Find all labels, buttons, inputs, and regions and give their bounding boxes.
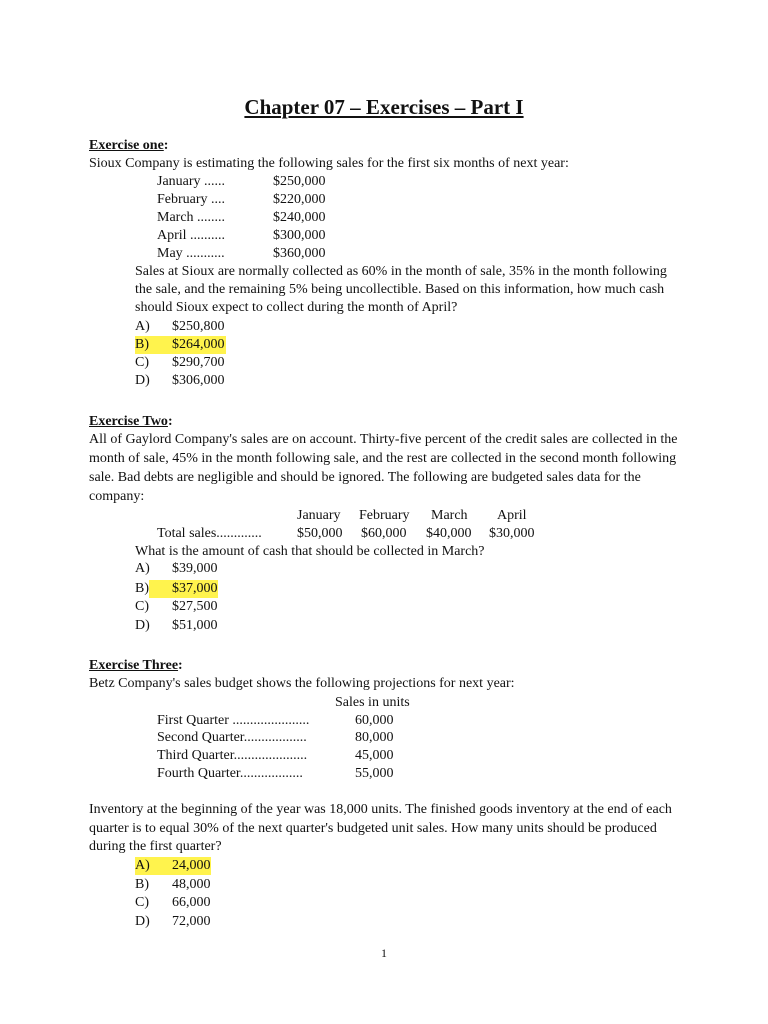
sales-amount: $240,000 (273, 210, 326, 225)
option-letter: A) (135, 858, 150, 873)
option-value: 48,000 (172, 877, 211, 892)
exercise-three-text: quarter is to equal 30% of the next quarter's budgeted unit sales. How many units should be produced (89, 821, 657, 836)
month-header: April (497, 508, 527, 523)
sales-units-header: Sales in units (335, 695, 410, 710)
page-number: 1 (381, 946, 387, 960)
month-header: February (359, 508, 410, 523)
sales-month: January ...... (157, 174, 226, 189)
exercise-one-heading-text: Exercise one (89, 138, 164, 153)
quarter-value: 80,000 (355, 730, 394, 745)
quarter-value: 45,000 (355, 748, 394, 763)
quarter-label: First Quarter ...................... (157, 713, 310, 728)
option-letter: C) (135, 355, 149, 370)
exercise-three-heading: Exercise Three: (89, 658, 183, 673)
quarter-label: Second Quarter.................. (157, 730, 307, 745)
quarter-label: Fourth Quarter.................. (157, 766, 303, 781)
page-title: Chapter 07 – Exercises – Part I (244, 95, 524, 119)
option-letter: D) (135, 914, 150, 929)
option-value: $290,700 (172, 355, 225, 370)
exercise-two-text: month of sale, 45% in the month following sale, and the rest are collected in the second month following (89, 451, 677, 466)
option-value: $306,000 (172, 373, 225, 388)
exercise-two-heading-text: Exercise Two (89, 414, 168, 429)
sales-amount: $250,000 (273, 174, 326, 189)
option-letter: B) (135, 337, 149, 352)
option-letter: D) (135, 373, 150, 388)
sales-month: May ........... (157, 246, 225, 261)
option-value: 24,000 (172, 858, 211, 873)
option-value: $250,800 (172, 319, 225, 334)
option-value: $27,500 (172, 599, 218, 614)
exercise-two-text: sale. Bad debts are negligible and should be ignored. The following are budgeted sales data for the (89, 470, 641, 485)
quarter-value: 55,000 (355, 766, 394, 781)
option-value: 72,000 (172, 914, 211, 929)
option-value: $39,000 (172, 561, 218, 576)
exercise-three-heading-text: Exercise Three (89, 658, 179, 673)
exercise-one-question: the sale, and the remaining 5% being uncollectible. Based on this information, how much cash (135, 282, 665, 297)
month-header: January (297, 508, 341, 523)
exercise-two-text: All of Gaylord Company's sales are on account. Thirty-five percent of the credit sales are collected in the (89, 432, 678, 447)
sales-amount: $220,000 (273, 192, 326, 207)
exercise-one-heading: Exercise one: (89, 138, 169, 153)
option-value: $51,000 (172, 618, 218, 633)
sales-value: $50,000 (297, 526, 343, 541)
option-letter: D) (135, 618, 150, 633)
sales-month: February .... (157, 192, 226, 207)
exercise-two-text: company: (89, 489, 145, 504)
sales-amount: $360,000 (273, 246, 326, 261)
option-letter: B) (135, 581, 149, 596)
option-value: 66,000 (172, 895, 211, 910)
sales-value: $30,000 (489, 526, 535, 541)
exercise-two-question: What is the amount of cash that should be collected in March? (135, 544, 485, 559)
exercise-three-intro: Betz Company's sales budget shows the following projections for next year: (89, 676, 515, 691)
option-letter: C) (135, 599, 149, 614)
sales-month: April .......... (157, 228, 226, 243)
option-value: $264,000 (172, 337, 225, 352)
option-letter: B) (135, 877, 149, 892)
exercise-one-question: Sales at Sioux are normally collected as 60% in the month of sale, 35% in the month following (135, 264, 667, 279)
option-value: $37,000 (172, 581, 218, 596)
exercise-two-heading: Exercise Two: (89, 414, 173, 429)
sales-value: $60,000 (361, 526, 407, 541)
sales-amount: $300,000 (273, 228, 326, 243)
exercise-three-text: during the first quarter? (89, 839, 222, 854)
sales-value: $40,000 (426, 526, 472, 541)
exercise-one-intro: Sioux Company is estimating the following sales for the first six months of next year: (89, 156, 569, 171)
sales-month: March ........ (157, 210, 226, 225)
exercise-one-question: should Sioux expect to collect during the month of April? (135, 300, 458, 315)
month-header: March (431, 508, 468, 523)
option-letter: A) (135, 319, 150, 334)
option-letter: A) (135, 561, 150, 576)
quarter-value: 60,000 (355, 713, 394, 728)
quarter-label: Third Quarter..................... (157, 748, 308, 763)
row-label: Total sales............. (157, 526, 262, 541)
option-letter: C) (135, 895, 149, 910)
exercise-three-text: Inventory at the beginning of the year was 18,000 units. The finished goods inventory at the end of each (89, 802, 672, 817)
